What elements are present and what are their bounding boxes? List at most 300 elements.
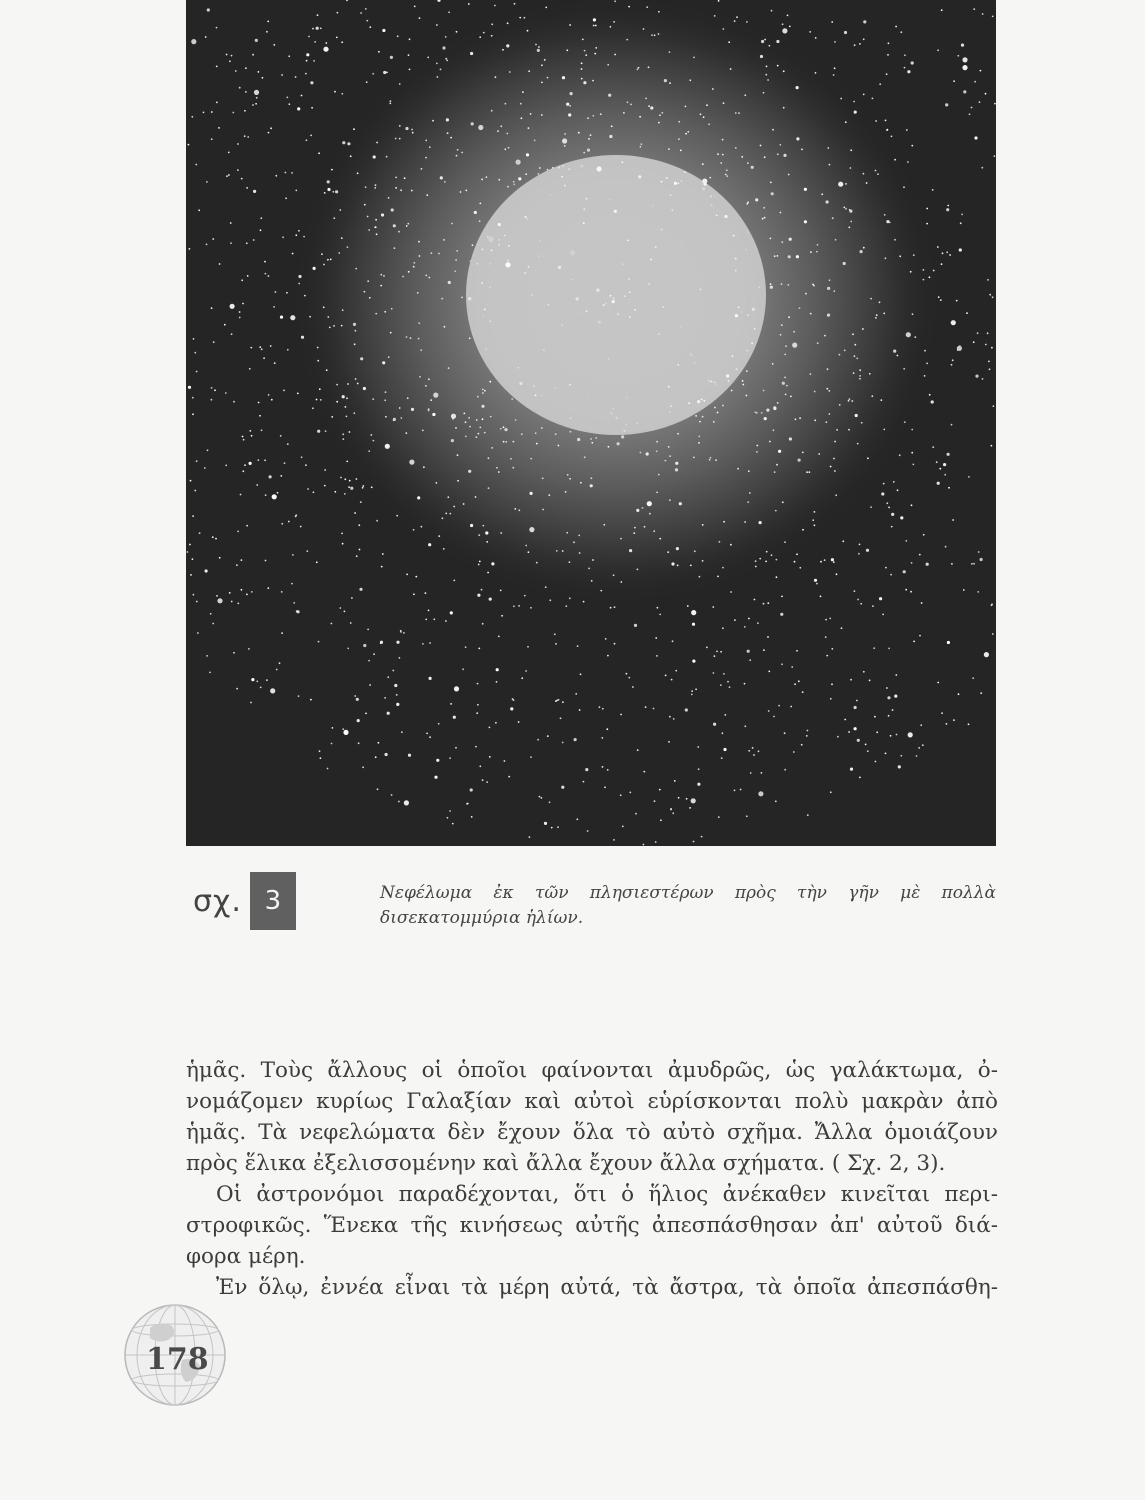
- star: [756, 412, 758, 414]
- star: [665, 675, 667, 677]
- star: [848, 429, 850, 431]
- star: [859, 544, 861, 546]
- star: [830, 466, 832, 468]
- star: [230, 222, 232, 224]
- star: [484, 390, 486, 392]
- star: [368, 229, 370, 231]
- star: [827, 287, 830, 290]
- star: [768, 710, 770, 712]
- star: [876, 731, 878, 733]
- star: [636, 509, 639, 512]
- star: [488, 487, 490, 489]
- star: [796, 553, 798, 555]
- star: [425, 157, 427, 159]
- star: [645, 706, 647, 708]
- star: [380, 274, 382, 276]
- star: [316, 399, 318, 401]
- star: [373, 155, 376, 158]
- star: [429, 146, 431, 148]
- star: [417, 496, 420, 499]
- star: [537, 49, 540, 52]
- star: [854, 344, 856, 346]
- star: [357, 383, 359, 385]
- star: [606, 728, 608, 730]
- star: [211, 387, 213, 389]
- star: [250, 347, 252, 349]
- star: [773, 429, 775, 431]
- star: [453, 580, 455, 582]
- star: [789, 437, 792, 440]
- star: [699, 421, 701, 423]
- star: [612, 300, 615, 303]
- star: [270, 127, 272, 129]
- star: [569, 561, 571, 563]
- star: [383, 71, 386, 74]
- star: [372, 73, 374, 75]
- star: [612, 408, 614, 410]
- star: [556, 550, 558, 552]
- star: [867, 750, 869, 752]
- star: [691, 694, 693, 696]
- star: [911, 61, 914, 64]
- star: [960, 222, 962, 224]
- star: [629, 291, 631, 293]
- star: [701, 836, 703, 838]
- star: [801, 744, 803, 746]
- star: [196, 460, 198, 462]
- star: [758, 750, 760, 752]
- star: [725, 174, 727, 176]
- star: [367, 629, 369, 631]
- star: [427, 57, 429, 59]
- star: [251, 435, 253, 437]
- star: [836, 573, 838, 575]
- star: [923, 534, 925, 536]
- star: [545, 7, 547, 9]
- star: [735, 147, 737, 149]
- star: [730, 591, 732, 593]
- star: [535, 395, 537, 397]
- star: [409, 69, 411, 71]
- star: [479, 203, 481, 205]
- star: [491, 110, 493, 112]
- star: [856, 358, 858, 360]
- star: [826, 655, 828, 657]
- star: [256, 681, 258, 683]
- star: [411, 129, 413, 131]
- star: [504, 235, 506, 237]
- star: [678, 121, 680, 123]
- star: [685, 133, 687, 135]
- star: [419, 376, 421, 378]
- star: [274, 362, 276, 364]
- star: [329, 327, 331, 329]
- star: [471, 122, 474, 125]
- star: [732, 355, 734, 357]
- star: [961, 214, 963, 216]
- star: [228, 174, 230, 176]
- star: [826, 200, 829, 203]
- star: [963, 589, 965, 591]
- star: [521, 677, 523, 679]
- star: [288, 55, 290, 57]
- star: [806, 471, 808, 473]
- star: [433, 618, 435, 620]
- star: [937, 682, 939, 684]
- star: [843, 262, 846, 265]
- star: [438, 535, 440, 537]
- star: [686, 798, 688, 800]
- star: [643, 771, 645, 773]
- star: [817, 244, 819, 246]
- star: [320, 757, 322, 759]
- star: [723, 748, 726, 751]
- star: [482, 249, 484, 251]
- star: [608, 358, 610, 360]
- star: [525, 670, 527, 672]
- star: [746, 395, 748, 397]
- star: [932, 446, 934, 448]
- star: [789, 26, 791, 28]
- star: [680, 150, 682, 152]
- star: [692, 623, 695, 626]
- figure-caption: Νεφέλωμα ἐκ τῶν πλησιεστέρων πρὸς τὴν γῆν μὲ πολλὰ δισεκατομμύρια ἡλίων.: [380, 883, 996, 928]
- star: [265, 560, 267, 562]
- star: [623, 112, 625, 114]
- star: [831, 683, 833, 685]
- star: [575, 312, 577, 314]
- star: [903, 570, 906, 573]
- star: [581, 78, 583, 80]
- star: [700, 113, 702, 115]
- star: [802, 452, 804, 454]
- star: [677, 433, 679, 435]
- star: [481, 282, 483, 284]
- star: [912, 464, 914, 466]
- star: [897, 489, 899, 491]
- star: [503, 441, 505, 443]
- star: [767, 636, 769, 638]
- star: [455, 747, 457, 749]
- star: [281, 632, 283, 634]
- star: [992, 16, 994, 18]
- star: [533, 385, 535, 387]
- star: [949, 254, 951, 256]
- star: [589, 367, 591, 369]
- star: [525, 173, 527, 175]
- star: [303, 236, 305, 238]
- star: [675, 462, 678, 465]
- star: [216, 27, 218, 29]
- star: [742, 384, 744, 386]
- star: [565, 605, 567, 607]
- star: [413, 266, 415, 268]
- star: [859, 777, 861, 779]
- star: [834, 67, 836, 69]
- star: [353, 128, 355, 130]
- star: [527, 646, 529, 648]
- star: [830, 698, 832, 700]
- star: [564, 185, 566, 187]
- star: [323, 306, 325, 308]
- star: [894, 239, 896, 241]
- star: [848, 731, 850, 733]
- star: [463, 413, 465, 415]
- star: [217, 598, 222, 603]
- star: [685, 106, 687, 108]
- star: [317, 360, 319, 362]
- star: [816, 251, 818, 253]
- star: [659, 538, 661, 540]
- star: [714, 15, 716, 17]
- star: [642, 507, 644, 509]
- star: [496, 467, 498, 469]
- star: [462, 668, 464, 670]
- star: [331, 416, 333, 418]
- star: [236, 688, 238, 690]
- star: [657, 607, 659, 609]
- star: [628, 278, 630, 280]
- star: [507, 22, 509, 24]
- star: [237, 169, 239, 171]
- star: [770, 182, 772, 184]
- star: [821, 193, 823, 195]
- star: [564, 145, 566, 147]
- star: [804, 188, 807, 191]
- star: [770, 283, 772, 285]
- star: [658, 33, 660, 35]
- star: [869, 680, 871, 682]
- star: [391, 308, 393, 310]
- star: [497, 130, 499, 132]
- star: [672, 640, 674, 642]
- star: [957, 55, 959, 57]
- star: [637, 69, 639, 71]
- star: [249, 462, 252, 465]
- star: [578, 132, 580, 134]
- star: [726, 175, 728, 177]
- star: [479, 765, 481, 767]
- star: [314, 41, 316, 43]
- star: [551, 827, 553, 829]
- star: [246, 242, 248, 244]
- star: [620, 794, 622, 796]
- star: [832, 217, 834, 219]
- star: [746, 21, 748, 23]
- star: [854, 111, 857, 114]
- star: [815, 37, 817, 39]
- star: [598, 321, 601, 324]
- star: [994, 103, 996, 105]
- star: [399, 83, 401, 85]
- star: [872, 605, 874, 607]
- star: [906, 129, 908, 131]
- star: [613, 21, 615, 23]
- star: [813, 285, 815, 287]
- star: [603, 304, 605, 306]
- star: [558, 699, 560, 701]
- star: [830, 791, 832, 793]
- star: [385, 416, 387, 418]
- star: [512, 698, 514, 700]
- star: [254, 90, 259, 95]
- star: [794, 561, 796, 563]
- star: [599, 706, 601, 708]
- star: [478, 648, 480, 650]
- star: [763, 603, 765, 605]
- star: [714, 223, 716, 225]
- star: [857, 739, 860, 742]
- star: [860, 250, 863, 253]
- star: [351, 597, 353, 599]
- page-number: 178: [146, 1342, 209, 1377]
- star: [569, 478, 571, 480]
- star: [588, 568, 590, 570]
- star: [611, 125, 613, 127]
- star: [783, 70, 785, 72]
- star: [447, 132, 449, 134]
- star: [580, 673, 582, 675]
- star: [287, 349, 289, 351]
- star: [298, 230, 300, 232]
- star: [262, 77, 264, 79]
- star: [446, 60, 448, 62]
- star: [445, 620, 447, 622]
- star: [669, 82, 671, 84]
- star: [387, 676, 389, 678]
- star: [702, 187, 705, 190]
- star: [980, 70, 982, 72]
- star: [285, 197, 287, 199]
- star: [718, 816, 720, 818]
- star: [408, 271, 410, 273]
- star: [576, 297, 579, 300]
- star: [859, 369, 861, 371]
- star: [442, 517, 444, 519]
- star: [776, 559, 778, 561]
- star: [675, 670, 677, 672]
- star: [886, 687, 888, 689]
- star: [521, 433, 523, 435]
- star: [429, 642, 431, 644]
- star: [981, 167, 983, 169]
- star: [413, 593, 415, 595]
- star: [876, 314, 878, 316]
- star: [412, 132, 414, 134]
- star: [346, 397, 348, 399]
- star: [482, 323, 484, 325]
- star: [712, 88, 714, 90]
- star: [699, 576, 701, 578]
- star: [189, 248, 191, 250]
- star: [309, 316, 311, 318]
- star: [795, 418, 797, 420]
- star: [709, 459, 711, 461]
- star: [726, 169, 728, 171]
- star: [814, 391, 816, 393]
- star: [646, 452, 649, 455]
- star: [530, 458, 532, 460]
- star: [479, 36, 481, 38]
- star: [580, 482, 582, 484]
- star: [789, 238, 792, 241]
- star: [854, 590, 856, 592]
- star: [231, 601, 233, 603]
- star: [505, 262, 510, 267]
- star: [992, 296, 994, 298]
- star: [665, 460, 667, 462]
- star: [219, 557, 221, 559]
- star: [574, 738, 577, 741]
- star: [405, 432, 407, 434]
- star: [536, 443, 538, 445]
- star: [369, 684, 371, 686]
- star: [288, 103, 290, 105]
- star: [325, 430, 327, 432]
- star: [728, 380, 730, 382]
- star: [777, 402, 779, 404]
- star: [528, 127, 530, 129]
- star: [709, 177, 711, 179]
- star: [583, 81, 586, 84]
- star: [336, 401, 338, 403]
- star: [814, 524, 816, 526]
- star: [835, 494, 837, 496]
- star: [829, 164, 831, 166]
- star: [405, 127, 408, 130]
- star: [772, 129, 774, 131]
- star: [374, 187, 376, 189]
- star: [250, 702, 252, 704]
- star: [899, 255, 901, 257]
- star: [780, 613, 783, 616]
- star: [477, 263, 479, 265]
- star: [911, 429, 913, 431]
- star: [764, 156, 766, 158]
- star: [354, 343, 356, 345]
- star: [433, 393, 438, 398]
- star: [504, 760, 506, 762]
- star: [237, 143, 239, 145]
- star: [444, 181, 446, 183]
- star: [477, 704, 479, 706]
- star: [968, 723, 970, 725]
- star: [562, 550, 564, 552]
- star: [235, 70, 237, 72]
- star: [548, 494, 550, 496]
- star: [592, 115, 594, 117]
- star: [263, 357, 265, 359]
- star: [760, 145, 762, 147]
- star: [849, 398, 851, 400]
- star: [258, 71, 260, 73]
- star: [353, 412, 355, 414]
- star: [539, 796, 541, 798]
- star: [605, 303, 607, 305]
- star: [825, 421, 827, 423]
- star: [319, 388, 321, 390]
- star: [470, 788, 473, 791]
- star: [498, 471, 500, 473]
- star: [468, 3, 470, 5]
- star: [763, 207, 765, 209]
- star: [258, 402, 260, 404]
- star: [280, 435, 282, 437]
- star: [355, 378, 357, 380]
- star: [388, 197, 390, 199]
- star: [281, 523, 283, 525]
- star: [465, 646, 467, 648]
